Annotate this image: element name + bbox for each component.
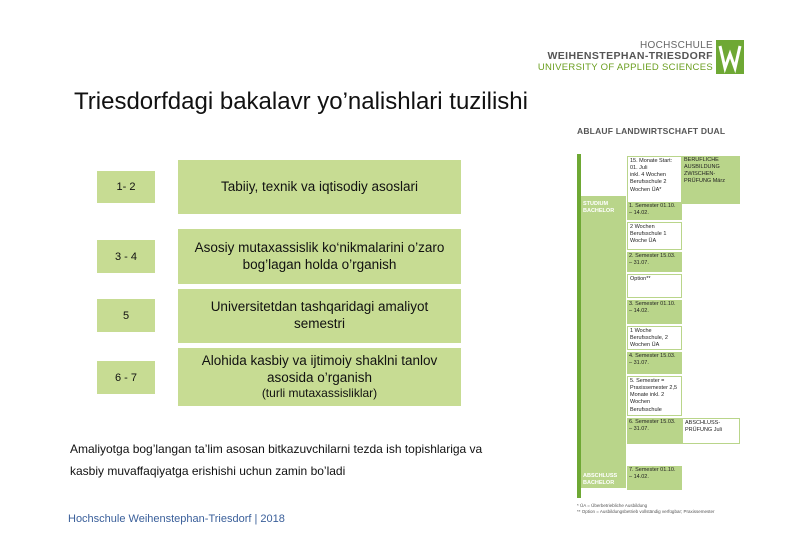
semester-range-label: 6 - 7	[114, 371, 137, 384]
diagram-left-column	[581, 196, 626, 488]
semester-description: Alohida kasbiy va ijtimoiy shaklni tanlov asosida o’rganish	[201, 352, 438, 385]
summary-line-1: Amaliyotga bog’langan ta’lim asosan bitkazuvchilarni tezda ish topishlariga va	[70, 442, 483, 456]
semester-description-box	[178, 160, 461, 214]
diagram-title: ABLAUF LANDWIRTSCHAFT DUAL	[577, 126, 726, 136]
diagram-semester-cell: 7. Semester 01.10. – 14.02.	[627, 466, 682, 490]
logo-line-2: WEIHENSTEPHAN-TRIESDORF	[547, 50, 713, 63]
diagram-semester-cell: 2. Semester 15.03. – 31.07.	[627, 252, 682, 272]
semester-description-note: (turli mutaxassisliklar)	[261, 386, 378, 401]
semester-range-label: 5	[122, 309, 130, 322]
semester-range-box	[97, 171, 155, 203]
semester-description-box	[178, 289, 461, 343]
semester-range-box	[97, 361, 155, 394]
diagram-footnotes: * ÜA = Überbetriebliche Ausbildung ** Option = Ausbildungsbetrieb vollständig verfügbar; Praxissemester	[577, 503, 715, 514]
semester-description: Universitetdan tashqaridagi amaliyot semestri	[210, 299, 429, 331]
semester-range-box	[97, 299, 155, 332]
diagram-semester-cell: 6. Semester 15.03. – 31.07.	[627, 418, 682, 444]
diagram-cell: 15. Monate Start: 01. Juli inkl. 4 Wochen Berufsschule 2 Wochen ÜA*	[627, 156, 682, 204]
logo-line-3: UNIVERSITY OF APPLIED SCIENCES	[537, 61, 713, 73]
semester-range-label: 1- 2	[116, 181, 136, 193]
semester-range-label: 3 - 4	[114, 250, 137, 263]
semester-description-box	[178, 348, 461, 406]
diagram-exam-cell: ABSCHLUSS-PRÜFUNG Juli	[682, 418, 740, 444]
logo-line-1: HOCHSCHULE	[639, 40, 713, 51]
summary-line-2: kasbiy muvaffaqiyatga erishishi uchun zamin bo’ladi	[70, 464, 346, 478]
footer-text: Hochschule Weihenstephan-Triesdorf | 2018	[68, 513, 285, 525]
university-logo-icon	[716, 40, 744, 74]
diagram-semester-cell: 4. Semester 15.03. – 31.07.	[627, 352, 682, 374]
diagram-semester-cell: 3. Semester 01.10. – 14.02.	[627, 300, 682, 324]
semester-description-box	[178, 229, 461, 284]
semester-description: Asosiy mutaxassislik ko‘nikmalarini o’zaro bog’lagan holda o’rganish	[194, 239, 445, 272]
diagram-cell: BERUFLICHE AUSBILDUNG ZWISCHEN-PRÜFUNG März	[682, 156, 740, 204]
diagram-cell: 5. Semester = Praxissemester 2,5 Monate inkl. 2 Wochen Berufsschule	[627, 376, 682, 416]
semester-description: Tabiiy, texnik va iqtisodiy asoslari	[220, 178, 419, 194]
diagram-cell: 2 Wochen Berufsschule 1 Woche ÜA	[627, 222, 682, 250]
semester-range-box	[97, 240, 155, 273]
diagram-semester-cell: 1. Semester 01.10. – 14.02.	[627, 202, 682, 220]
diagram-cell: 1 Woche Berufsschule, 2 Wochen ÜA	[627, 326, 682, 350]
diagram-option-cell: Option**	[627, 274, 682, 298]
diagram-label-studium: STUDIUM BACHELOR	[583, 201, 615, 215]
diagram-label-abschluss: ABSCHLUSS BACHELOR	[583, 473, 618, 487]
university-logo-text	[538, 40, 713, 74]
page-title: Triesdorfdagi bakalavr yo’nalishlari tuzilishi	[74, 88, 528, 115]
